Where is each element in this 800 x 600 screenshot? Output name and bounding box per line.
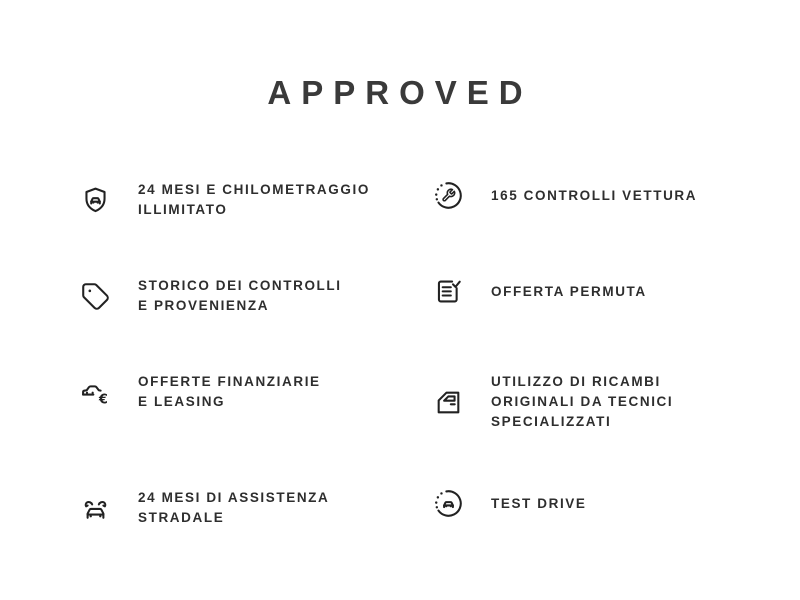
car-euro-icon: [80, 377, 111, 408]
price-tag-icon: [80, 281, 111, 312]
test-drive-icon: [433, 488, 464, 519]
benefits-grid: [80, 180, 760, 528]
shield-car-icon: [80, 185, 111, 216]
roadside-assistance-icon: [80, 493, 111, 524]
benefit-item-assistance: [80, 488, 433, 528]
svg-text:€: €: [98, 392, 108, 408]
benefit-item-warranty: [80, 180, 433, 220]
benefit-item-testdrive: [433, 488, 760, 519]
benefit-label: TEST DRIVE: [491, 495, 587, 511]
car-door-icon: [433, 387, 464, 418]
benefit-label: 24 MESI E CHILOMETRAGGIO ILLIMITATO: [138, 182, 370, 217]
document-check-icon: [433, 276, 464, 307]
benefit-label: UTILIZZO DI RICAMBI ORIGINALI DA TECNICI SPECIALIZZATI: [491, 374, 674, 429]
wrench-service-icon: [433, 180, 464, 211]
benefit-label: OFFERTE FINANZIARIE E LEASING: [138, 374, 321, 409]
benefit-label: 24 MESI DI ASSISTENZA STRADALE: [138, 490, 330, 525]
benefit-label: OFFERTA PERMUTA: [491, 283, 647, 299]
page-title: APPROVED: [267, 74, 533, 111]
benefit-item-parts: [433, 372, 760, 432]
benefit-item-history: [80, 276, 433, 316]
benefit-item-tradein: [433, 276, 760, 307]
benefit-item-finance: [80, 372, 433, 412]
benefit-item-checks: [433, 180, 760, 211]
benefit-label: 165 CONTROLLI VETTURA: [491, 187, 698, 203]
benefit-label: STORICO DEI CONTROLLI E PROVENIENZA: [138, 278, 342, 313]
